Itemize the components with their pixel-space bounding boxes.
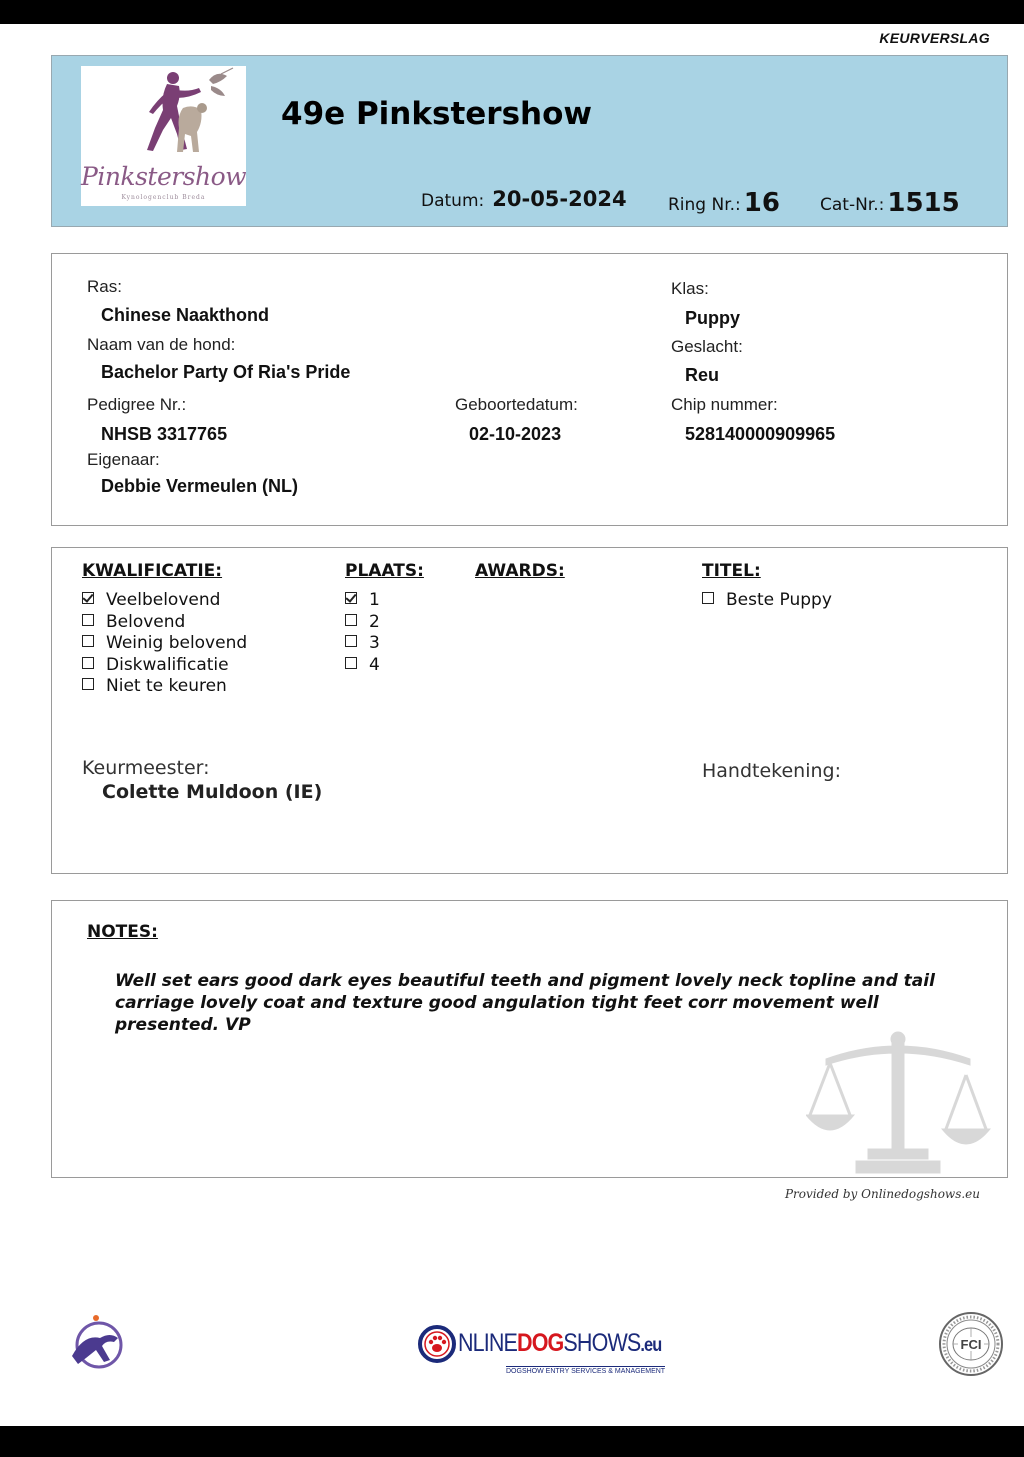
awards-heading: AWARDS:: [475, 561, 565, 581]
placement-option[interactable]: 4: [345, 655, 380, 676]
dog-club-logo: [66, 1312, 128, 1378]
scales-watermark-icon: [806, 1029, 991, 1177]
checkbox-icon[interactable]: [82, 635, 94, 647]
chip-label: Chip nummer:: [671, 395, 778, 414]
signature-label: Handtekening:: [702, 760, 842, 782]
placement-option[interactable]: 3: [345, 633, 380, 654]
show-header: [51, 55, 1008, 227]
chip-value: 528140000909965: [685, 424, 836, 444]
ods-wordmark: NLINEDOGSHOWS.eu: [458, 1329, 662, 1357]
title-option[interactable]: Beste Puppy: [702, 590, 832, 611]
show-title: 49e Pinkstershow: [281, 96, 593, 132]
breed-label: Ras:: [87, 277, 122, 296]
class-label: Klas:: [671, 279, 709, 298]
notes-text: Well set ears good dark eyes beautiful teeth and pigment lovely neck topline and tail carriage lovely coat and texture good angulation tight feet corr movement well presented. VP: [115, 971, 935, 1035]
fci-seal-icon: [938, 1311, 1004, 1377]
birthdate-label: Geboortedatum:: [455, 395, 578, 414]
sex-value: Reu: [685, 365, 720, 385]
judging-panel: [51, 547, 1008, 874]
catalog-field: [820, 187, 960, 217]
checkbox-checked-icon[interactable]: [345, 592, 357, 604]
pedigree-label: Pedigree Nr.:: [87, 395, 187, 414]
ring-value: 16: [743, 188, 780, 218]
running-dog-icon: [66, 1312, 128, 1374]
sex-label: Geslacht:: [671, 337, 743, 356]
checkbox-icon[interactable]: [82, 678, 94, 690]
dog-name-label: Naam van de hond:: [87, 335, 236, 354]
birthdate-value: 02-10-2023: [469, 424, 562, 444]
placement-option[interactable]: 1: [345, 590, 380, 611]
qualification-heading: KWALIFICATIE:: [82, 561, 223, 581]
fci-text: FCI: [960, 1337, 982, 1352]
checkbox-icon[interactable]: [345, 635, 357, 647]
notes-panel: [51, 900, 1008, 1178]
breed-value: Chinese Naakthond: [101, 305, 270, 325]
pedigree-value: NHSB 3317765: [101, 424, 228, 444]
checkbox-icon[interactable]: [702, 592, 714, 604]
paw-circle-icon: [418, 1322, 456, 1366]
dog-details-panel: [51, 253, 1008, 526]
fci-logo: [938, 1311, 1004, 1381]
ring-label: Ring Nr.:: [668, 195, 741, 215]
placement-option[interactable]: 2: [345, 612, 380, 633]
ods-tagline: DOGSHOW ENTRY SERVICES & MANAGEMENT: [506, 1368, 666, 1375]
qualification-option[interactable]: Weinig belovend: [82, 633, 247, 654]
checkbox-checked-icon[interactable]: [82, 592, 94, 604]
ring-field: [668, 187, 780, 217]
provided-by-text: Provided by Onlinedogshows.eu: [784, 1187, 980, 1201]
qualification-option[interactable]: Belovend: [82, 612, 185, 633]
judge-label: Keurmeester:: [82, 757, 210, 779]
checkbox-icon[interactable]: [82, 657, 94, 669]
checkbox-icon[interactable]: [345, 657, 357, 669]
date-value: 20-05-2024: [492, 187, 627, 211]
checkbox-icon[interactable]: [82, 614, 94, 626]
logo-figure-icon: [81, 66, 246, 166]
logo-title: Pinkstershow: [81, 162, 247, 191]
qualification-option[interactable]: Niet te keuren: [82, 676, 227, 697]
pinkstershow-logo: [81, 66, 246, 206]
catalog-value: 1515: [887, 188, 960, 218]
bottom-black-bar: [0, 1426, 1024, 1457]
class-value: Puppy: [685, 308, 741, 328]
qualification-option[interactable]: Diskwalificatie: [82, 655, 229, 676]
document-label: KEURVERSLAG: [879, 30, 990, 46]
judge-value: Colette Muldoon (IE): [102, 781, 323, 803]
owner-value: Debbie Vermeulen (NL): [101, 476, 299, 496]
notes-heading: NOTES:: [87, 922, 158, 942]
onlinedogshows-logo: [418, 1322, 666, 1378]
dog-name-value: Bachelor Party Of Ria's Pride: [101, 362, 351, 382]
date-field: [421, 187, 627, 211]
date-label: Datum:: [421, 191, 485, 211]
owner-label: Eigenaar:: [87, 450, 160, 469]
catalog-label: Cat-Nr.:: [820, 195, 885, 215]
placement-heading: PLAATS:: [345, 561, 424, 581]
title-heading: TITEL:: [702, 561, 761, 581]
top-black-bar: [0, 0, 1024, 24]
qualification-option[interactable]: Veelbelovend: [82, 590, 220, 611]
logo-subtitle: Kynologenclub Breda: [121, 194, 206, 201]
checkbox-icon[interactable]: [345, 614, 357, 626]
